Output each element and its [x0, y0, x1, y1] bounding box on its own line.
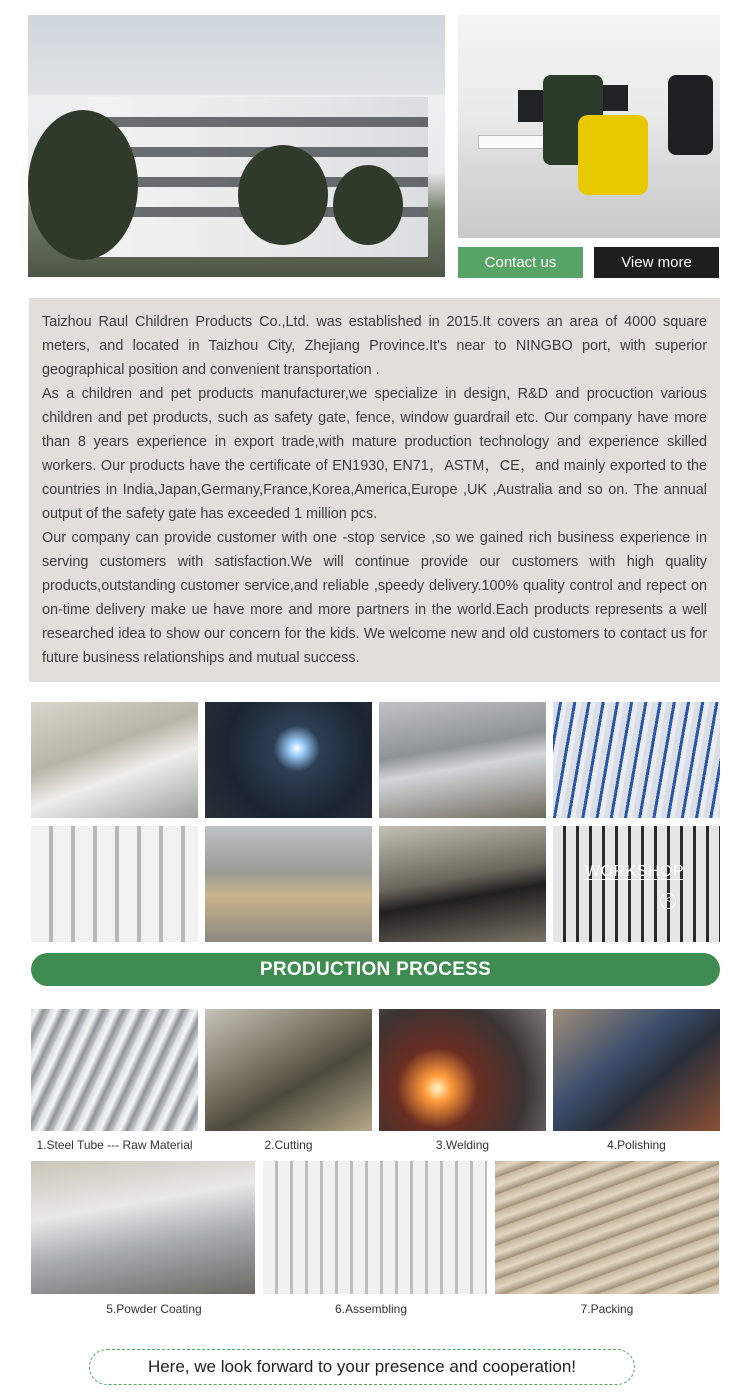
workshop-photo	[31, 702, 198, 818]
intro-paragraph: As a children and pet products manufacturer,we specialize in design, R&D and procuction various children and pet products, such as safety gate, fence, window guardrail etc. Our company have more than 8 years experience in export trade,with mature production technology and experience skilled workers. Our products have the certificate of EN1930, EN71，ASTM，CE，and mainly exported to the countries in India,Japan,Germany,France,Korea,America,Europe ,UK ,Australia and so on. The annual output of the safety gate has exceeded 1 million pcs.	[42, 386, 707, 522]
process-photo-powder-coating	[31, 1161, 255, 1294]
process-caption: 3.Welding	[435, 1138, 490, 1152]
process-caption: 4.Polishing	[607, 1138, 666, 1152]
production-process-banner: PRODUCTION PROCESS	[31, 953, 720, 986]
process-caption: 6.Assembling	[334, 1302, 408, 1316]
office-worker-shape	[668, 75, 713, 155]
workshop-photo[interactable]	[553, 826, 720, 942]
workshop-label[interactable]: WORKSHOP	[585, 863, 685, 880]
intro-paragraph: Our company can provide customer with one -stop service ,so we gained rich business experience in serving customers with satisfaction.We will continue provide our customers with high quality products,outstanding customer service,and reliable ,speedy delivery.100% quality control and repect on on-time delivery make ue have more and more partners in the world.Each products represents a well researched idea to show our concern for the kids. We welcome new and old customers to contact us for future business relationships and mutual success.	[42, 530, 707, 666]
process-caption: 5.Powder Coating	[106, 1302, 202, 1316]
intro-paragraph: Taizhou Raul Children Products Co.,Ltd. was established in 2015.It covers an area of 4000 square meters, and located in Taizhou City, Zhejiang Province.It's near to NINGBO port, with superior geographical position and convenient transportation .	[42, 314, 707, 378]
workshop-photo	[379, 826, 546, 942]
workshop-photo	[379, 702, 546, 818]
process-photo-welding	[379, 1009, 546, 1131]
contact-us-button[interactable]: Contact us	[458, 247, 583, 278]
company-intro	[29, 298, 720, 682]
workshop-photo	[205, 826, 372, 942]
process-photo-cutting	[205, 1009, 372, 1131]
workshop-photo	[31, 826, 198, 942]
process-photo-steel-tube	[31, 1009, 198, 1131]
office-chair-shape	[578, 115, 648, 195]
process-photo-packing	[495, 1161, 719, 1294]
cooperation-message: Here, we look forward to your presence and cooperation!	[89, 1349, 635, 1385]
process-caption: 7.Packing	[580, 1302, 634, 1316]
tree-shape	[238, 145, 328, 245]
factory-building-photo	[28, 15, 445, 277]
process-caption: 1.Steel Tube --- Raw Material	[36, 1138, 193, 1152]
chevron-left-icon[interactable]: <	[660, 893, 676, 909]
process-photo-polishing	[553, 1009, 720, 1131]
process-caption: 2.Cutting	[264, 1138, 313, 1152]
view-more-button[interactable]: View more	[594, 247, 719, 278]
office-photo	[458, 15, 720, 238]
workshop-photo	[553, 702, 720, 818]
tree-shape	[333, 165, 403, 245]
tree-shape	[28, 110, 138, 260]
workshop-photo	[205, 702, 372, 818]
process-photo-assembling	[263, 1161, 487, 1294]
